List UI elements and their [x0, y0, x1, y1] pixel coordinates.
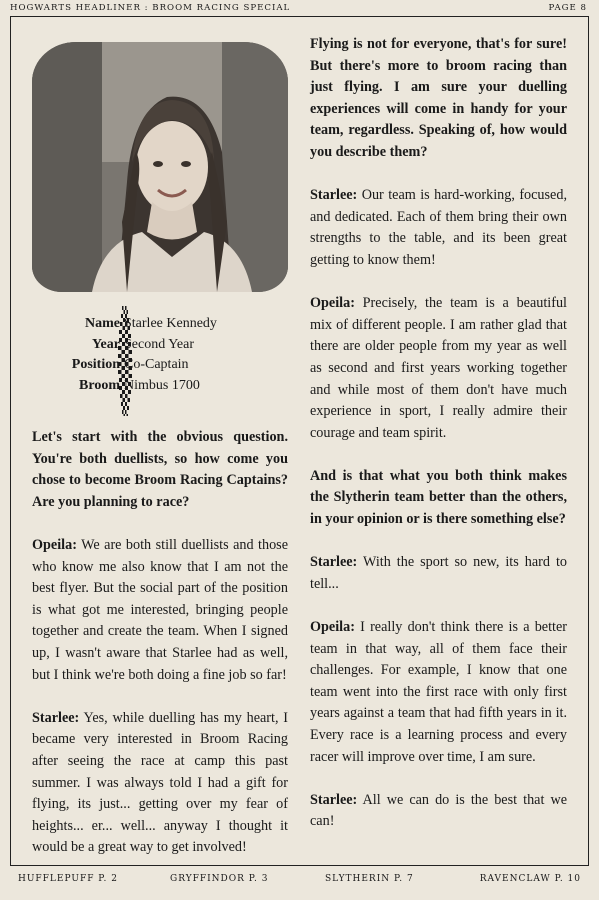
- paragraph-text: Flying is not for everyone, that's for sure! But there's more to broom racing than just flying. I am sure your duelling experiences will come in handy for your team, regardless. Speaking of, how would you describe them?: [310, 36, 567, 160]
- publication-title: HOGWARTS HEADLINER : BROOM RACING SPECIAL: [10, 3, 291, 13]
- page-header: [0, 0, 599, 16]
- speaker-name: Starlee:: [310, 554, 358, 571]
- paragraph-text: Precisely, the team is a beautiful mix of different people. I am rather glad that there are older people from my year as well as second and first years working together and while most of them don't have much experience in sport, I really admire their courage and team spirit.: [310, 295, 567, 441]
- footer-link-ravenclaw[interactable]: RAVENCLAW P. 10: [479, 874, 581, 884]
- speaker-name: Starlee:: [310, 791, 358, 808]
- profile-label-name: Name: [85, 316, 120, 331]
- paragraph-text: I really don't think there is a better team in that way, all of them face their challenges. For example, I know that one team went into the first race with only first years against a team that had fifth years in it. Every race is a learning process and every racer will improve over time, I am sure.: [310, 619, 567, 765]
- profile-value-broom: Nimbus 1700: [124, 377, 200, 393]
- paragraph-text: All we can do is the best that we can!: [310, 791, 567, 830]
- profile-info: [58, 306, 278, 416]
- interview-question: [310, 34, 567, 164]
- paragraph-text: Yes, while duelling has my heart, I became very interested in Broom Racing after seeing the race at camp this past summer. I was always told I had a gift for flying, its just... getting over my fear of heights... er... well... anyway I thought it would be a great way to get involved!: [32, 709, 288, 856]
- right-column: [310, 34, 567, 855]
- left-column: [32, 427, 288, 880]
- interview-question: [32, 427, 288, 513]
- paragraph-text: Let's start with the obvious question. You're both duellists, so how come you chose to become Broom Racing Captains? Are you planning to race?: [32, 429, 288, 510]
- profile-value-year: Second Year: [124, 336, 194, 352]
- paragraph-text: Our team is hard-working, focused, and dedicated. Each of them bring their own strengths to the table, and its been great getting to know them!: [310, 187, 567, 268]
- paragraph-text: With the sport so new, its hard to tell...: [310, 554, 567, 592]
- speaker-name: Opeila:: [32, 536, 77, 553]
- profile-label-position: Position: [71, 357, 120, 372]
- profile-value-position: Co-Captain: [124, 357, 189, 372]
- speaker-name: Starlee:: [32, 709, 80, 726]
- speaker-name: Opeila:: [310, 295, 355, 312]
- paragraph-text: We are both still duellists and those who know me also know that I am not the best flyer. But the social part of the position is what got me interested, bringing people together and create the team. When I signed up, I wasn't aware that Starlee had as well, but I think we're both doing a fine job so far!: [32, 536, 288, 683]
- interview-answer: [310, 293, 567, 444]
- page-footer: [0, 866, 599, 900]
- speaker-name: Starlee:: [310, 187, 358, 204]
- profile-values: [124, 314, 284, 396]
- interview-question: [310, 466, 567, 531]
- footer-link-hufflepuff[interactable]: HUFFLEPUFF P. 2: [18, 874, 118, 884]
- speaker-name: Opeila:: [310, 619, 355, 636]
- paragraph-text: And is that what you both think makes the Slytherin team better than the others, in your opinion or is there something else?: [310, 467, 567, 528]
- interview-answer: [310, 185, 567, 271]
- interview-answer: [310, 790, 567, 833]
- interview-answer: [310, 617, 567, 768]
- profile-label-broom: Broom: [79, 377, 120, 393]
- footer-link-slytherin[interactable]: SLYTHERIN P. 7: [325, 874, 414, 884]
- interview-answer: [32, 708, 288, 859]
- footer-link-gryffindor[interactable]: GRYFFINDOR P. 3: [170, 874, 269, 884]
- profile-label-year: Year: [92, 336, 120, 352]
- profile-value-name: Starlee Kennedy: [124, 316, 217, 331]
- profile-labels: [58, 314, 120, 396]
- portrait-photo: [32, 42, 288, 292]
- interview-answer: [310, 552, 567, 595]
- interview-answer: [32, 535, 288, 686]
- page-number: PAGE 8: [548, 3, 587, 13]
